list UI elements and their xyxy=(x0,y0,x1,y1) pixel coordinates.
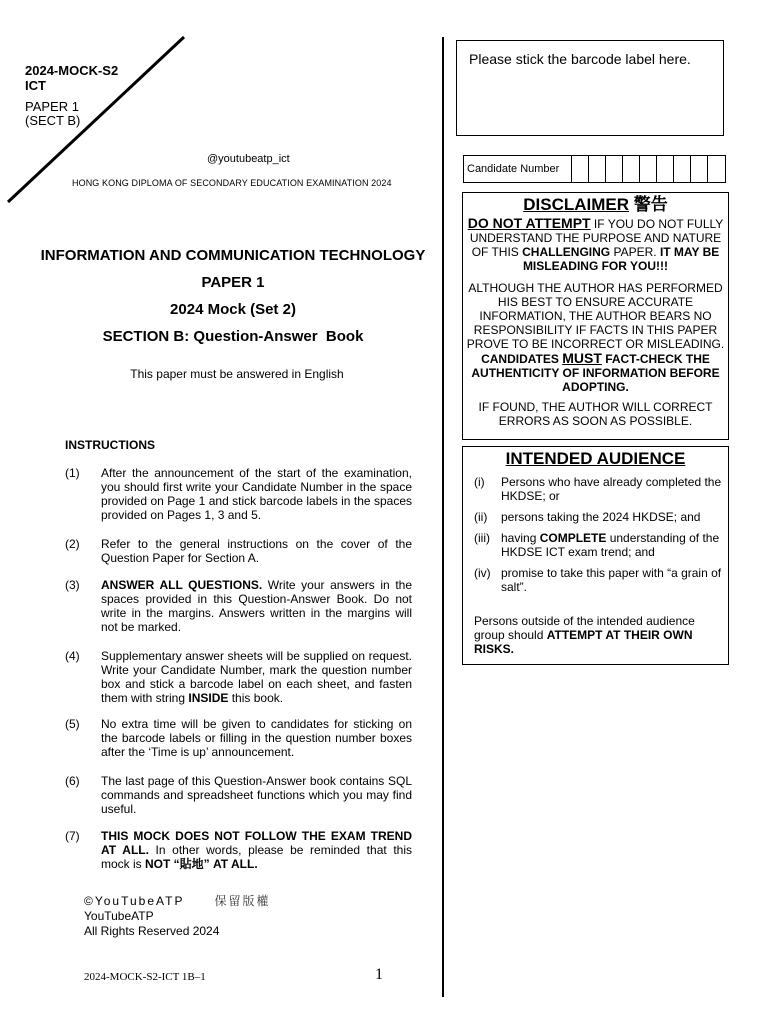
instruction-text: Write your answers in the spaces provided in this Question-Answer Book. Do not write in the margins. Answers written in the margins will not be marked. xyxy=(101,578,412,634)
audience-outside-note: Persons outside of the intended audience group should ATTEMPT AT THEIR OWN RISKS. xyxy=(474,614,695,656)
paper-label: PAPER 1 xyxy=(25,99,79,114)
audience-item: (iv) promise to take this paper with “a grain of salt”. xyxy=(474,566,722,594)
paper-code-line2: ICT xyxy=(25,78,46,93)
intended-audience-box xyxy=(462,446,729,665)
copyright-block xyxy=(84,894,270,939)
subject-title: INFORMATION AND COMMUNICATION TECHNOLOGY xyxy=(40,247,426,264)
mock-title: 2024 Mock (Set 2) xyxy=(170,301,296,318)
instruction-bold: THIS MOCK DOES NOT FOLLOW THE EXAM TREND AT ALL. xyxy=(101,829,412,857)
instruction-text: Refer to the general instructions on the cover of the Question Paper for Section A. xyxy=(101,537,412,565)
disclaimer-paragraph-1: DO NOT ATTEMPT IF YOU DO NOT FULLY UNDERSTAND THE PURPOSE AND NATURE OF THIS CHALLENGING PAPER. IT MAY BE MISLEADING FOR YOU!!! xyxy=(467,215,724,273)
instruction-item xyxy=(65,717,412,759)
instruction-item xyxy=(65,829,412,871)
copyright-brand: ©YouTubeATP xyxy=(84,894,185,908)
instruction-text: After the announcement of the start of the examination, you should first write your Candidate Number in the space provided on Page 1 and stick barcode labels in the spaces provided on Pages 1, 3 and 5. xyxy=(101,466,412,522)
audience-heading: INTENDED AUDIENCE xyxy=(505,449,686,468)
candidate-digit-box[interactable] xyxy=(623,156,640,182)
instruction-bold-end: NOT “貼地” AT ALL. xyxy=(145,857,258,871)
copyright-chinese: 保留版權 xyxy=(214,894,271,908)
paper-section xyxy=(25,100,80,128)
barcode-box xyxy=(456,40,724,136)
paper-code-line1: 2024-MOCK-S2 xyxy=(25,63,119,78)
instruction-bold: ANSWER ALL QUESTIONS. xyxy=(101,578,263,592)
instruction-number: (7) xyxy=(65,829,80,843)
instruction-number: (2) xyxy=(65,537,80,551)
disclaimer-box xyxy=(462,192,729,440)
instruction-item xyxy=(65,774,412,816)
section-title: SECTION B: Question-Answer Book xyxy=(102,328,364,345)
instruction-text: In other words, please be reminded that this mock is xyxy=(101,843,412,871)
candidate-number-field[interactable] xyxy=(463,155,726,183)
candidate-digit-box[interactable] xyxy=(708,156,725,182)
disclaimer-paragraph-2: ALTHOUGH THE AUTHOR HAS PERFORMED HIS BEST TO ENSURE ACCURATE INFORMATION, THE AUTHOR BEARS NO RESPONSIBILITY IF FACTS IN THIS PAPER PROVE TO BE INCORRECT OR MISLEADING. CANDIDATES MUST FACT-CHECK THE AUTHENTICITY OF INFORMATION BEFORE ADOPTING. xyxy=(466,281,725,394)
instruction-text: Supplementary answer sheets will be supplied on request. Write your Candidate Number, mark the question number box and stick a barcode label on each sheet, and fasten them with string xyxy=(101,649,412,705)
instruction-item xyxy=(65,537,412,565)
paper-title: PAPER 1 xyxy=(201,274,265,291)
instruction-text-end: this book. xyxy=(228,691,284,705)
title-block xyxy=(28,246,438,354)
language-note: This paper must be answered in English xyxy=(130,367,344,381)
instruction-item xyxy=(65,578,412,634)
barcode-label: Please stick the barcode label here. xyxy=(469,51,691,67)
disclaimer-paragraph-3: IF FOUND, THE AUTHOR WILL CORRECT ERRORS AS SOON AS POSSIBLE. xyxy=(478,400,713,428)
instruction-item xyxy=(65,466,412,522)
candidate-number-label: Candidate Number xyxy=(464,156,572,182)
copyright-owner: YouTubeATP xyxy=(84,909,154,923)
candidate-digit-box[interactable] xyxy=(657,156,674,182)
footer-code: 2024-MOCK-S2-ICT 1B–1 xyxy=(84,971,206,983)
instruction-bold: INSIDE xyxy=(188,691,229,705)
disclaimer-heading-cn: 警告 xyxy=(633,195,668,214)
instruction-number: (5) xyxy=(65,717,80,731)
instruction-number: (1) xyxy=(65,466,80,480)
disclaimer-heading: DISCLAIMER 警告 xyxy=(523,195,668,214)
candidate-digit-box[interactable] xyxy=(606,156,623,182)
copyright-rights: All Rights Reserved 2024 xyxy=(84,924,220,938)
paper-code xyxy=(25,63,118,93)
candidate-digit-box[interactable] xyxy=(691,156,708,182)
candidate-digit-box[interactable] xyxy=(640,156,657,182)
instruction-text: No extra time will be given to candidates for sticking on the barcode labels or filling in the question number boxes after the ‘Time is up’ announcement. xyxy=(101,717,412,759)
column-divider xyxy=(442,37,444,997)
instruction-text: The last page of this Question-Answer book contains SQL commands and spreadsheet functions which you may find useful. xyxy=(101,774,412,816)
candidate-digit-box[interactable] xyxy=(572,156,589,182)
candidate-digit-box[interactable] xyxy=(589,156,606,182)
instructions-heading: INSTRUCTIONS xyxy=(65,438,155,452)
page-number: 1 xyxy=(375,966,383,983)
author-handle: @youtubeatp_ict xyxy=(207,153,290,165)
audience-item: (iii) having COMPLETE understanding of the HKDSE ICT exam trend; and xyxy=(474,531,720,559)
audience-item: (ii) persons taking the 2024 HKDSE; and xyxy=(474,510,701,524)
instruction-number: (3) xyxy=(65,578,80,592)
audience-item: (i) Persons who have already completed the HKDSE; or xyxy=(474,475,722,503)
section-label: (SECT B) xyxy=(25,113,81,128)
exam-name: HONG KONG DIPLOMA OF SECONDARY EDUCATION EXAMINATION 2024 xyxy=(72,178,392,188)
candidate-digit-box[interactable] xyxy=(674,156,691,182)
instruction-number: (6) xyxy=(65,774,80,788)
instruction-number: (4) xyxy=(65,649,80,663)
instruction-item xyxy=(65,649,412,705)
